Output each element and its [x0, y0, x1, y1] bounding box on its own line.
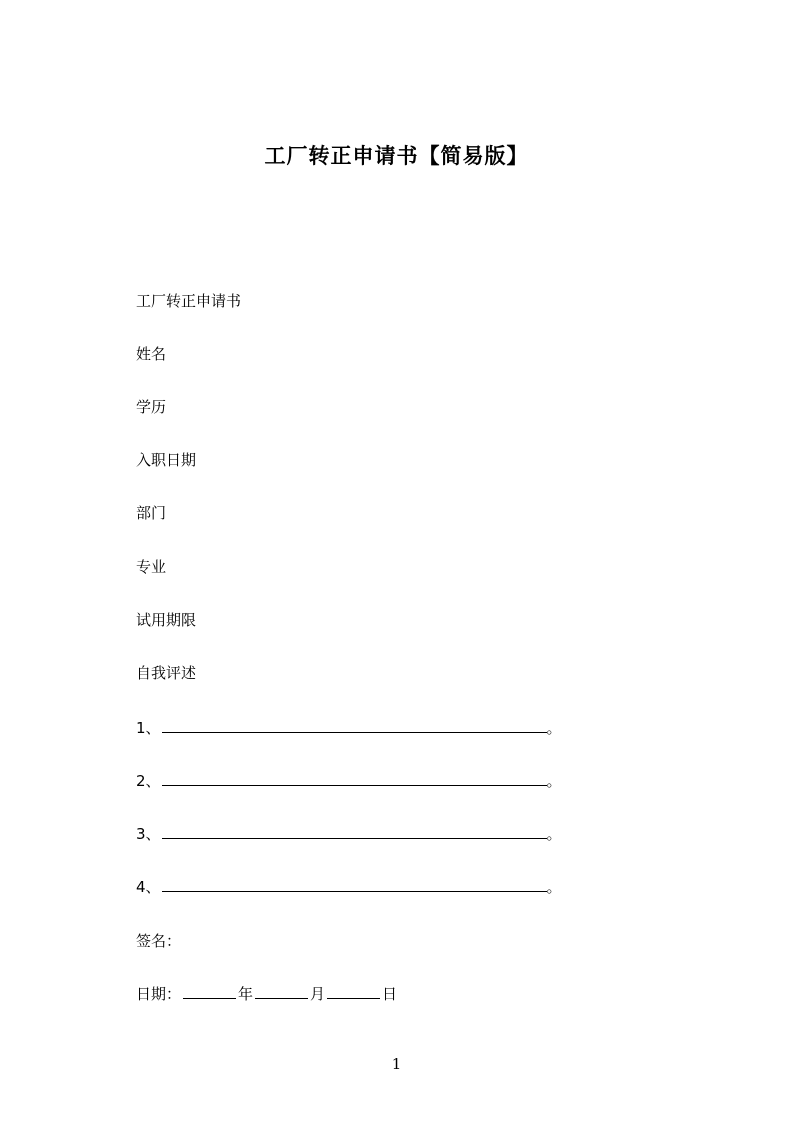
assessment-item-3	[136, 824, 562, 844]
item-number: 1、	[136, 719, 161, 737]
item-end-mark: 。	[546, 719, 562, 737]
field-probation-period-label: 试用期限	[136, 611, 197, 629]
assessment-item-2	[136, 771, 562, 791]
item-3-blank-line[interactable]	[162, 825, 547, 839]
date-line	[136, 984, 397, 1004]
item-number: 3、	[136, 825, 161, 843]
item-end-mark: 。	[546, 772, 562, 790]
year-blank-line[interactable]	[183, 985, 236, 999]
item-2-blank-line[interactable]	[162, 772, 547, 786]
field-major-label: 专业	[136, 558, 167, 576]
signature-label: 签名：	[136, 932, 182, 950]
assessment-item-4	[136, 877, 562, 897]
field-self-assessment-label: 自我评述	[136, 664, 197, 682]
form-heading: 工厂转正申请书	[136, 292, 242, 310]
document-title: 工厂转正申请书【简易版】	[264, 144, 529, 168]
item-number: 2、	[136, 772, 161, 790]
page-number: 1	[391, 1055, 402, 1073]
item-end-mark: 。	[546, 878, 562, 896]
item-1-blank-line[interactable]	[162, 719, 547, 733]
day-label: 日	[382, 985, 398, 1003]
month-label: 月	[310, 985, 326, 1003]
date-label: 日期：	[136, 985, 182, 1003]
field-name-label: 姓名	[136, 345, 167, 363]
year-label: 年	[238, 985, 254, 1003]
field-department-label: 部门	[136, 504, 167, 522]
field-education-label: 学历	[136, 398, 167, 416]
month-blank-line[interactable]	[255, 985, 308, 999]
assessment-item-1	[136, 718, 562, 738]
item-end-mark: 。	[546, 825, 562, 843]
day-blank-line[interactable]	[327, 985, 380, 999]
field-entry-date-label: 入职日期	[136, 451, 197, 469]
item-number: 4、	[136, 878, 161, 896]
item-4-blank-line[interactable]	[162, 878, 547, 892]
